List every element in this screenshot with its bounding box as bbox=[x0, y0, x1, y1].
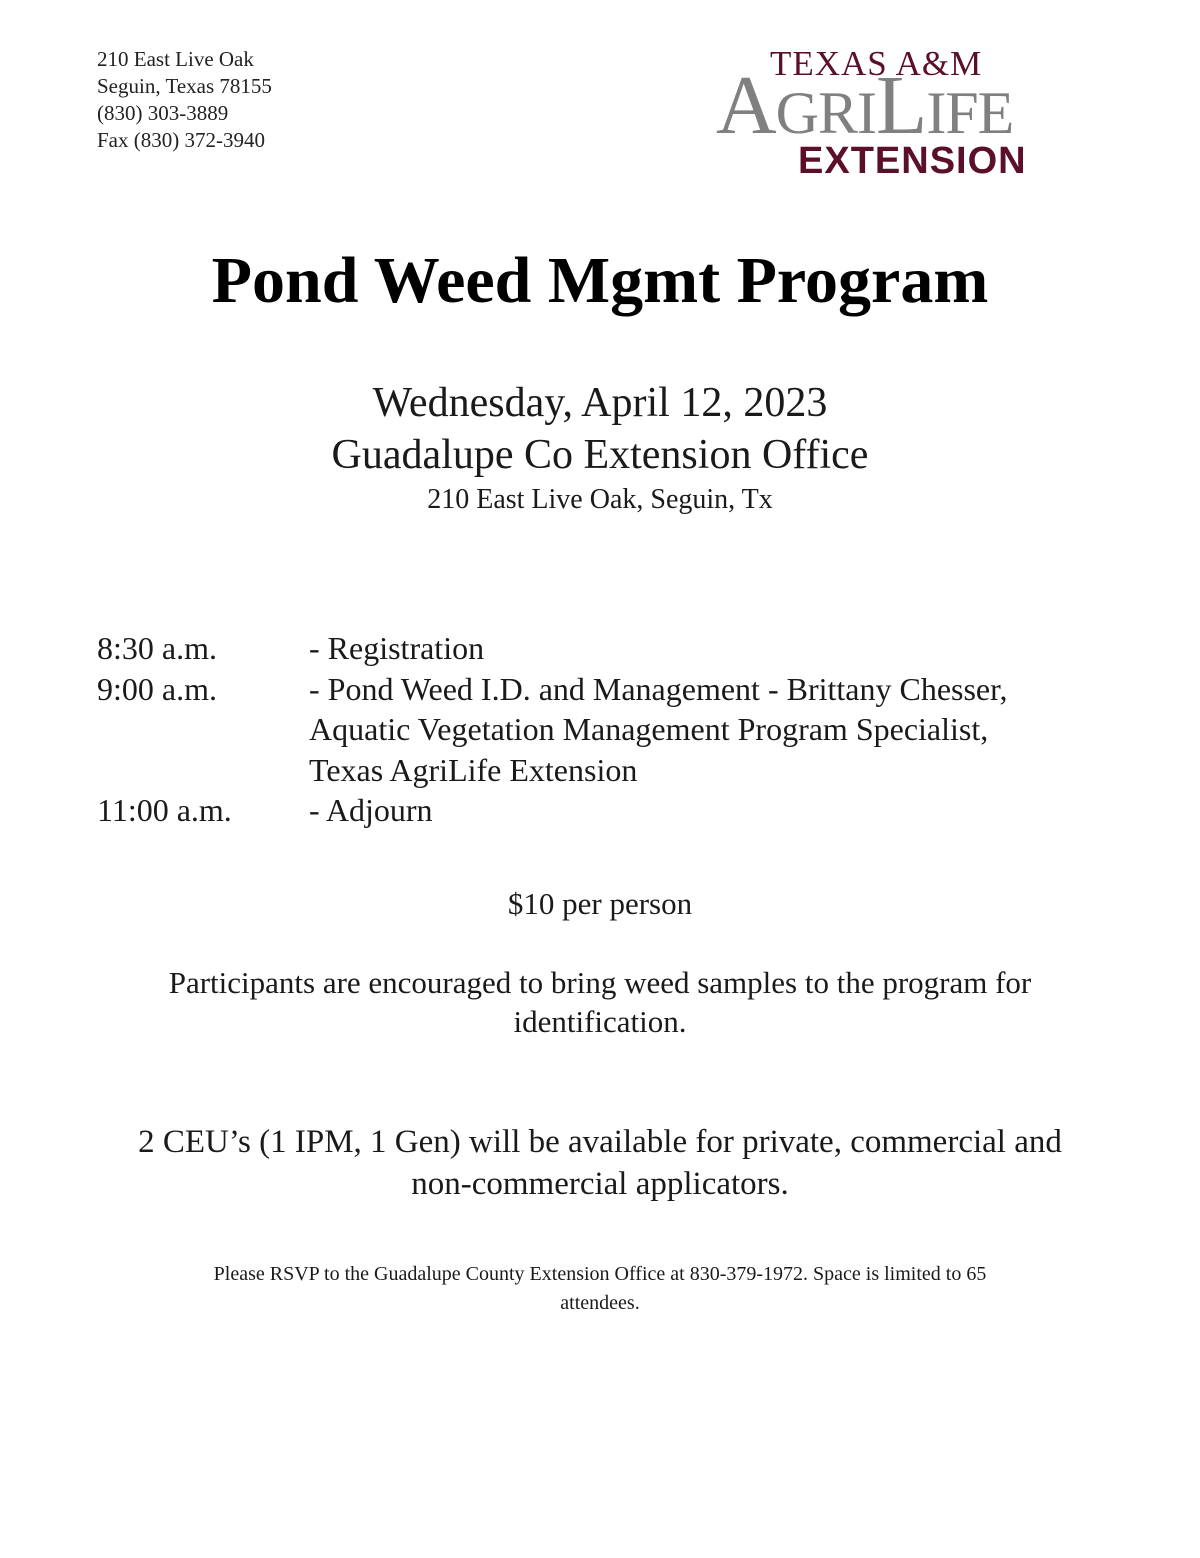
rsvp-note-line: attendees. bbox=[560, 1292, 640, 1314]
rsvp-note-line: Please RSVP to the Guadalupe County Extension Office at 830-379-1972. Space is limited to 65 bbox=[213, 1263, 987, 1285]
schedule-description bbox=[309, 790, 1099, 831]
samples-note-line: identification. bbox=[513, 1004, 687, 1039]
schedule-description bbox=[309, 628, 1099, 669]
event-address: 210 East Live Oak, Seguin, Tx bbox=[427, 484, 773, 515]
schedule-description bbox=[309, 669, 1099, 791]
schedule-line: - Adjourn bbox=[309, 792, 433, 828]
rsvp-note bbox=[0, 1260, 1200, 1318]
schedule-row bbox=[97, 669, 1099, 791]
schedule-time: 11:00 a.m. bbox=[97, 792, 232, 828]
samples-note-line: Participants are encouraged to bring weed samples to the program for bbox=[168, 965, 1032, 1000]
logo-agrilife: AGRILIFE bbox=[716, 59, 1014, 152]
logo-extension: EXTENSION bbox=[798, 140, 1027, 182]
contact-fax: Fax (830) 372-3940 bbox=[97, 128, 265, 152]
page-title: Pond Weed Mgmt Program bbox=[211, 244, 989, 317]
ceu-note-line: 2 CEU’s (1 IPM, 1 Gen) will be available for private, commercial and bbox=[138, 1124, 1062, 1160]
agrilife-extension-logo bbox=[712, 40, 1072, 190]
event-date: Wednesday, April 12, 2023 bbox=[372, 380, 828, 426]
contact-block bbox=[97, 46, 272, 154]
schedule-row bbox=[97, 628, 1099, 669]
schedule-time: 8:30 a.m. bbox=[97, 630, 217, 666]
schedule-time: 9:00 a.m. bbox=[97, 670, 217, 707]
schedule bbox=[97, 628, 1099, 831]
event-venue: Guadalupe Co Extension Office bbox=[331, 432, 869, 478]
contact-city: Seguin, Texas 78155 bbox=[97, 74, 272, 98]
contact-phone: (830) 303-3889 bbox=[97, 101, 229, 125]
logo-texas-am: TEXAS A&M bbox=[770, 44, 983, 83]
price: $10 per person bbox=[507, 886, 693, 921]
ceu-note bbox=[0, 1121, 1200, 1205]
schedule-line: - Pond Weed I.D. and Management - Brittany Chesser, bbox=[309, 670, 1008, 707]
schedule-line: Aquatic Vegetation Management Program Specialist, bbox=[309, 711, 989, 747]
ceu-note-line: non-commercial applicators. bbox=[411, 1166, 789, 1202]
event-details bbox=[0, 376, 1200, 520]
contact-street: 210 East Live Oak bbox=[97, 47, 254, 71]
samples-note bbox=[0, 963, 1200, 1041]
schedule-row bbox=[97, 790, 1099, 831]
schedule-line: - Registration bbox=[309, 630, 485, 666]
schedule-line: Texas AgriLife Extension bbox=[309, 751, 638, 788]
